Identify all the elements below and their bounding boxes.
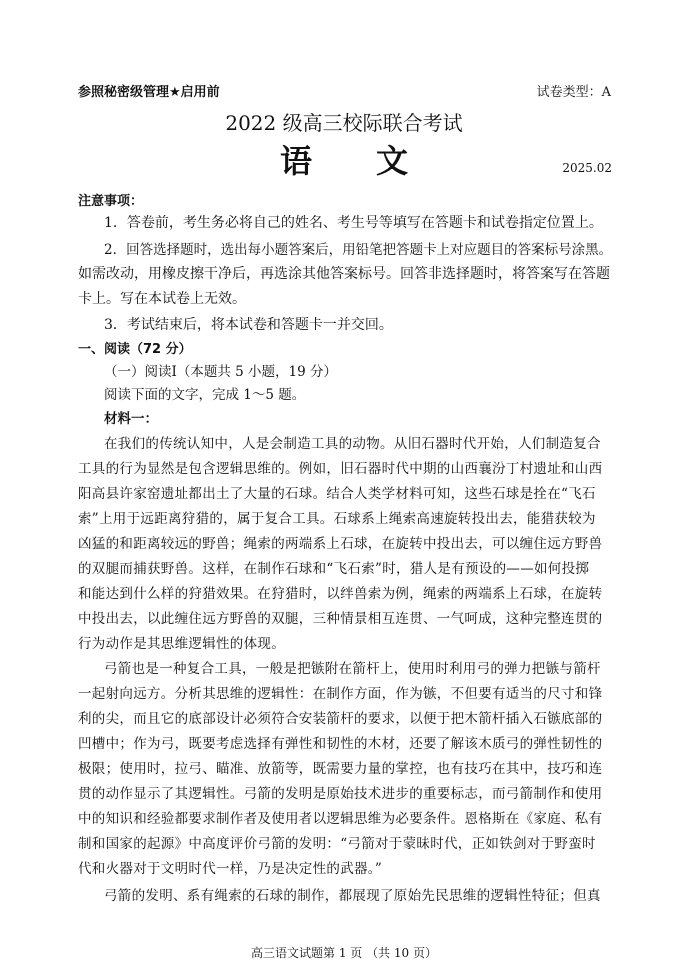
- notes-heading: 注意事项：: [78, 194, 144, 209]
- passage-line: 在我们的传统认知中，人是会制造工具的动物。从旧石器时代开始，人们制造复合: [104, 436, 601, 452]
- passage-line: 索”上用于远距离狩猎的，属于复合工具。石球系上绳索高速旋转投出去，能猎获较为: [78, 511, 596, 527]
- passage-line: 凶猛的和距离较远的野兽；绳索的两端系上石球，在旋转中投出去，可以缠住远方野兽: [78, 536, 603, 552]
- passage-line: 中投出去，以此缠住远方野兽的双腿，三种情景相互连贯、一气呵成，这种完整连贯的: [78, 611, 603, 627]
- passage-line: 弓箭的发明、系有绳索的石球的制作，都展现了原始先民思维的逻辑性特征；但真: [104, 888, 601, 904]
- material-label: 材料一：: [104, 411, 158, 427]
- passage-line: 行为动作是其思维逻辑性的体现。: [78, 636, 285, 652]
- subject-title: 语文: [279, 142, 472, 180]
- sub-section-heading: （一）阅读Ⅰ（本题共 5 小题，19 分）: [104, 364, 337, 380]
- page-footer: 高三语文试题第 1 页 （共 10 页）: [251, 946, 437, 960]
- note-line: 3．考试结束后，将本试卷和答题卡一并交回。: [104, 317, 393, 333]
- exam-title: 2022 级高三校际联合考试: [225, 111, 463, 135]
- passage-line: 工具的行为显然是包含逻辑思维的。例如，旧石器时代中期的山西襄汾丁村遗址和山西: [78, 461, 603, 477]
- passage-line: 利的尖，而且它的底部设计必须符合安装箭杆的要求，以便于把木箭杆插入石镞底部的: [78, 711, 603, 727]
- passage-line: 代和火器对于文明时代一样，乃是决定性的武器。”: [78, 861, 383, 877]
- section-heading: 一、阅读（72 分）: [78, 342, 192, 357]
- note-line: 2．回答选择题时，选出每小题答案后，用铅笔把答题卡上对应题目的答案标号涂黑。: [104, 242, 613, 258]
- passage-line: 凹槽中；作为弓，既要考虑选择有弹性和韧性的木材，还要了解该木质弓的弹性韧性的: [78, 736, 603, 752]
- passage-line: 和能达到什么样的狩猎效果。在狩猎时，以绊兽索为例，绳索的两端系上石球，在旋转: [78, 586, 603, 602]
- instruction-text: 阅读下面的文字，完成 1～5 题。: [104, 387, 306, 403]
- passage-line: 弓箭也是一种复合工具，一般是把镞附在箭杆上，使用时利用弓的弹力把镞与箭杆: [104, 661, 601, 677]
- passage-line: 的双腿而捕获野兽。这样，在制作石球和“飞石索”时，猎人是有预设的——如何投掷: [78, 561, 590, 577]
- passage-line: 制和国家的起源》中高度评价弓箭的发明：“弓箭对于蒙昧时代，正如铁剑对于野蛮时: [78, 836, 596, 852]
- passage-line: 中的知识和经验都要求制作者及使用者以逻辑思维为必要条件。恩格斯在《家庭、私有: [78, 811, 603, 827]
- paper-type-label: 试卷类型：A: [536, 85, 611, 100]
- passage-line: 阳高县许家窑遗址都出土了大量的石球。结合人类学材料可知，这些石球是拴在“飞石: [78, 486, 596, 502]
- exam-date: 2025.02: [562, 161, 612, 175]
- note-line: 如需改动，用橡皮擦干净后，再选涂其他答案标号。回答非选择题时，将答案写在答题: [78, 266, 610, 282]
- passage-line: 一起射向远方。分析其思维的逻辑性：在制作方面，作为镞，不但要有适当的尺寸和锋: [78, 686, 603, 702]
- confidentiality-label: 参照秘密级管理★启用前: [78, 85, 220, 100]
- passage-line: 极限；使用时，拉弓、瞄准、放箭等，既需要力量的掌控，也有技巧在其中，技巧和连: [78, 761, 603, 777]
- note-line: 1．答卷前，考生务必将自己的姓名、考生号等填写在答题卡和试卷指定位置上。: [104, 215, 603, 231]
- passage-line: 贯的动作显示了其逻辑性。弓箭的发明是原始技术进步的重要标志，而弓箭制作和使用: [78, 786, 603, 802]
- note-line: 卡上。写在本试卷上无效。: [78, 291, 246, 307]
